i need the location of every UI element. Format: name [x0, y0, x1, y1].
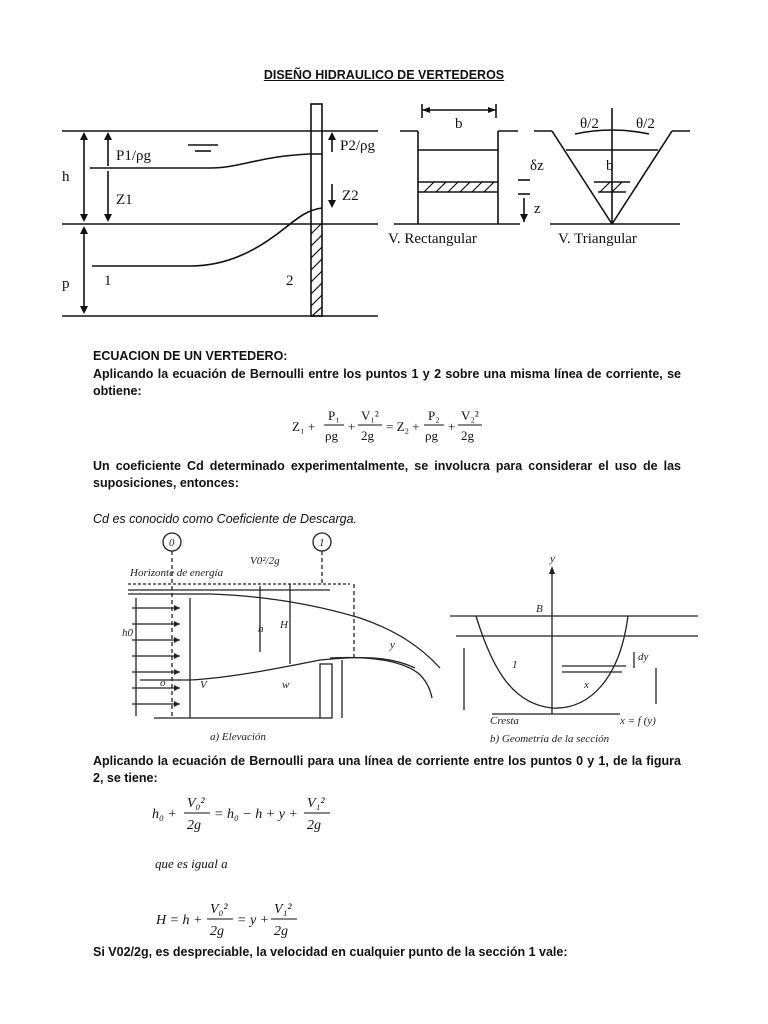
label-p2: P2/ρg: [340, 138, 375, 154]
label-cresta: Cresta: [490, 715, 519, 727]
svg-text:= y +: = y +: [237, 913, 270, 928]
equation-total-head: [154, 898, 304, 942]
svg-text:2g: 2g: [307, 818, 321, 833]
section-heading: ECUACION DE UN VERTEDERO:: [93, 349, 288, 363]
label-horizonte: Horizonte de energía: [130, 567, 224, 579]
equation-connector: que es igual a: [155, 856, 228, 871]
label-z2: Z2: [342, 188, 359, 204]
label-h-small: h: [258, 623, 264, 635]
caption-geometria: b) Geometría de la sección: [490, 733, 610, 745]
paragraph-cd-definition: Cd es conocido como Coeficiente de Descarga.: [93, 512, 358, 526]
label-z1: Z1: [116, 192, 133, 208]
svg-text:V₀²: V₀²: [210, 902, 228, 917]
caption-elevacion: a) Elevación: [210, 731, 266, 743]
svg-text:P₂: P₂: [428, 408, 440, 423]
label-point-1: 1: [104, 273, 112, 289]
label-z: z: [534, 201, 541, 217]
label-b-triangular: b: [606, 158, 614, 174]
svg-text:V₀²: V₀²: [187, 796, 205, 811]
equation-bernoulli-0-1: [150, 792, 340, 836]
svg-text:h₀ +: h₀ +: [152, 807, 177, 822]
label-x: x: [584, 679, 589, 691]
label-point-2: 2: [286, 273, 294, 289]
label-p1: P1/ρg: [116, 148, 151, 164]
label-p: p: [62, 276, 70, 292]
paragraph-bernoulli-1-2: Aplicando la ecuación de Bernoulli entre los puntos 1 y 2 sobre una misma línea de corriente, se obtiene:: [93, 367, 681, 398]
svg-text:= h₀ − h + y +: = h₀ − h + y +: [214, 807, 298, 822]
label-y: y: [390, 639, 395, 651]
label-dz: δz: [530, 158, 544, 174]
label-circle-1: 1: [319, 537, 325, 549]
document-title: DISEÑO HIDRAULICO DE VERTEDEROS: [263, 68, 505, 82]
svg-text:2g: 2g: [210, 924, 224, 939]
label-V: V: [200, 679, 207, 691]
svg-text:P₁: P₁: [328, 408, 340, 423]
label-x-fy: x = f (y): [620, 715, 656, 727]
label-h0: h0: [122, 627, 133, 639]
svg-text:2g: 2g: [361, 428, 374, 443]
svg-text:2g: 2g: [274, 924, 288, 939]
figure-weir-elevation-and-section: [120, 528, 710, 750]
label-y-axis: y: [550, 553, 555, 565]
label-h: h: [62, 169, 70, 185]
label-theta-left: θ/2: [580, 116, 599, 132]
svg-text:V₂²: V₂²: [461, 408, 479, 423]
svg-text:V₁²: V₁²: [274, 902, 292, 917]
label-circle-0: 0: [169, 537, 175, 549]
figure-weir-profile: [60, 98, 708, 330]
label-B: B: [536, 603, 543, 615]
paragraph-coefficient: Un coeficiente Cd determinado experimentalmente, se involucra para considerar el uso de las suposiciones, entonces:: [93, 459, 681, 490]
svg-text:V₁²: V₁²: [361, 408, 379, 423]
label-v0-2g: V0²/2g: [250, 555, 280, 567]
label-dy: dy: [638, 651, 649, 663]
label-H: H: [280, 619, 288, 631]
svg-text:ρg: ρg: [425, 428, 438, 443]
label-theta-right: θ/2: [636, 116, 655, 132]
label-o: o: [160, 677, 166, 689]
label-b: b: [455, 116, 463, 132]
svg-text:Z₁ +: Z₁ +: [292, 419, 316, 434]
paragraph-bernoulli-0-1: Aplicando la ecuación de Bernoulli para una línea de corriente entre los puntos 0 y 1, de la figura 2, se tiene:: [93, 754, 681, 785]
svg-text:2g: 2g: [461, 428, 474, 443]
svg-text:H = h +: H = h +: [156, 913, 203, 928]
equation-bernoulli-1-2: [290, 406, 490, 446]
svg-text:+: +: [348, 419, 356, 434]
label-v-triangular: V. Triangular: [558, 231, 637, 247]
paragraph-velocity: Si V02/2g, es despreciable, la velocidad en cualquier punto de la sección 1 vale:: [93, 945, 568, 959]
label-v-rectangular: V. Rectangular: [388, 231, 477, 247]
label-one: 1: [512, 659, 518, 671]
svg-text:= Z₂ +: = Z₂ +: [386, 419, 420, 434]
svg-text:+: +: [448, 419, 456, 434]
svg-text:2g: 2g: [187, 818, 201, 833]
label-w: w: [282, 679, 290, 691]
svg-text:V₁²: V₁²: [307, 796, 325, 811]
svg-text:ρg: ρg: [325, 428, 338, 443]
